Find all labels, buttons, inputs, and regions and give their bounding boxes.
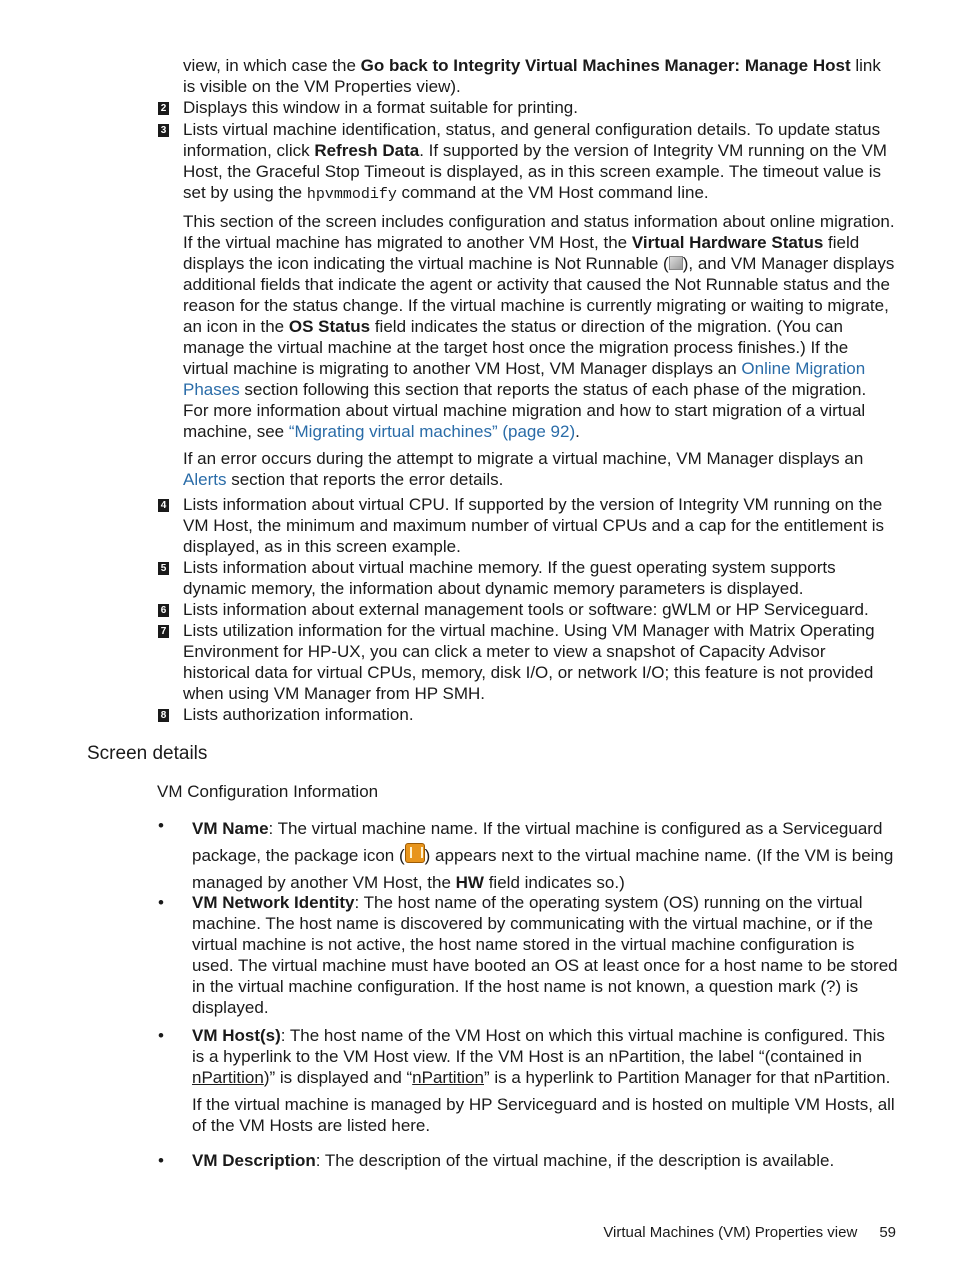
bullet-vm-hosts: VM Host(s): The host name of the VM Host on which this virtual machine is configured. This is a hyperlink to the VM Host view. If the VM Host is an nPartition, the label “(contained in nPartition)” is displayed and “nPartition” is a hyperlink to Partition Manager for that nPartition. If the virtual machine is managed by HP Serviceguard and is hosted on multiple VM Hosts, all of the VM Hosts are listed here. (192, 1026, 895, 1135)
callout-number: 7 (158, 625, 169, 638)
callout-description: Displays this window in a format suitable for printing. (183, 98, 578, 117)
callout-description: Lists information about virtual CPU. If supported by the version of Integrity VM running on the VM Host, the minimum and maximum number of virtual CPUs and a cap for the entitlement is displayed, as in this screen example. (183, 495, 885, 556)
subsection-title: VM Configuration Information (157, 782, 379, 801)
bullet-marker: • (158, 893, 164, 912)
refresh-data-label: Refresh Data (314, 141, 420, 160)
npartition-link[interactable]: nPartition (192, 1068, 264, 1087)
npartition-link[interactable]: nPartition (412, 1068, 484, 1087)
callout-number: 8 (158, 709, 169, 722)
serviceguard-package-icon (405, 843, 425, 863)
bullet-vm-name: VM Name: The virtual machine name. If the virtual machine is configured as a Serviceguard package, the package icon ( ) appears next to the virtual machine name. (If the VM is being managed by another VM Host, the HW field indicates so.) (192, 819, 894, 892)
paragraph: This section of the screen includes configuration and status information about online migration. If the virtual machine has migrated to another VM Host, the Virtual Hardware Status field displays the icon indicating the virtual machine is Not Runnable ( ), and VM Manager displays additional fields that indicate the agent or activity that caused the Not Runnable status and the reason for the status change. If the virtual machine is currently migrating or waiting to migrate, an icon in the OS Status field indicates the status or direction of the migration. (You can manage the virtual machine at the target host once the migration process finishes.) If the virtual machine is migrating to another VM Host, VM Manager displays an Online Migration Phases section following this section that reports the status of each phase of the migration. For more information about virtual machine migration and how to start migration of a virtual machine, see “Migrating virtual machines” (page 92). (183, 212, 895, 441)
page-footer (603, 1222, 896, 1243)
callout-description: Lists utilization information for the virtual machine. Using VM Manager with Matrix Operating Environment for HP-UX, you can click a meter to view a snapshot of Capacity Advisor historical data for virtual CPUs, memory, disk I/O, or network I/O; this feature is not provided when using VM Manager from HP SMH. (183, 621, 875, 703)
paragraph: If an error occurs during the attempt to migrate a virtual machine, VM Manager displays an Alerts section that reports the error details. (183, 449, 864, 489)
manage-host-link-label: Go back to Integrity Virtual Machines Manager: Manage Host (360, 56, 851, 75)
callout-description: Lists information about external management tools or software: gWLM or HP Serviceguard. (183, 600, 869, 619)
callout-number: 3 (158, 124, 169, 137)
callout-number: 4 (158, 499, 169, 512)
section-title: Screen details (87, 743, 208, 764)
callout-description: Lists information about virtual machine memory. If the guest operating system supports dynamic memory, the information about dynamic memory parameters is displayed. (183, 558, 836, 598)
callout-description (183, 119, 895, 496)
not-runnable-icon (669, 256, 683, 270)
callout-description: Lists authorization information. (183, 705, 414, 724)
bullet-vm-description: VM Description: The description of the virtual machine, if the description is available. (192, 1151, 835, 1170)
callout-number: 2 (158, 102, 169, 115)
bullet-marker: • (158, 1151, 164, 1170)
page-number: 59 (879, 1224, 896, 1241)
callout-number: 5 (158, 562, 169, 575)
item-continuation: view, in which case the Go back to Integrity Virtual Machines Manager: Manage Host link is visible on the VM Properties view). (183, 56, 881, 96)
bullet-vm-network-identity: VM Network Identity: The host name of the operating system (OS) running on the virtual machine. The host name is discovered by communicating with the virtual machine, or if the virtual machine is not active, the host name stored in the virtual machine configuration is used. The virtual machine must have booted an OS at least once for a host name to be stored in the virtual machine configuration. If the host name is not known, a question mark (?) is displayed. (192, 893, 898, 1017)
migrating-virtual-machines-link[interactable]: “Migrating virtual machines” (page 92) (288, 422, 576, 441)
alerts-link[interactable]: Alerts (183, 470, 227, 489)
bullet-marker: • (158, 1026, 164, 1045)
paragraph: Lists virtual machine identification, status, and general configuration details. To update status information, click Refresh Data. If supported by the version of Integrity VM running on the VM Host, the Graceful Stop Timeout is displayed, as in this screen example. The timeout value is set by using the hpvmmodify command at the VM Host command line. (183, 120, 887, 203)
callout-number: 6 (158, 604, 169, 617)
online-migration-phases-link[interactable]: Online Migration Phases (183, 359, 866, 399)
bullet-marker: • (158, 816, 164, 835)
command-name: hpvmmodify (306, 186, 397, 203)
footer-title: Virtual Machines (VM) Properties view (603, 1224, 858, 1241)
